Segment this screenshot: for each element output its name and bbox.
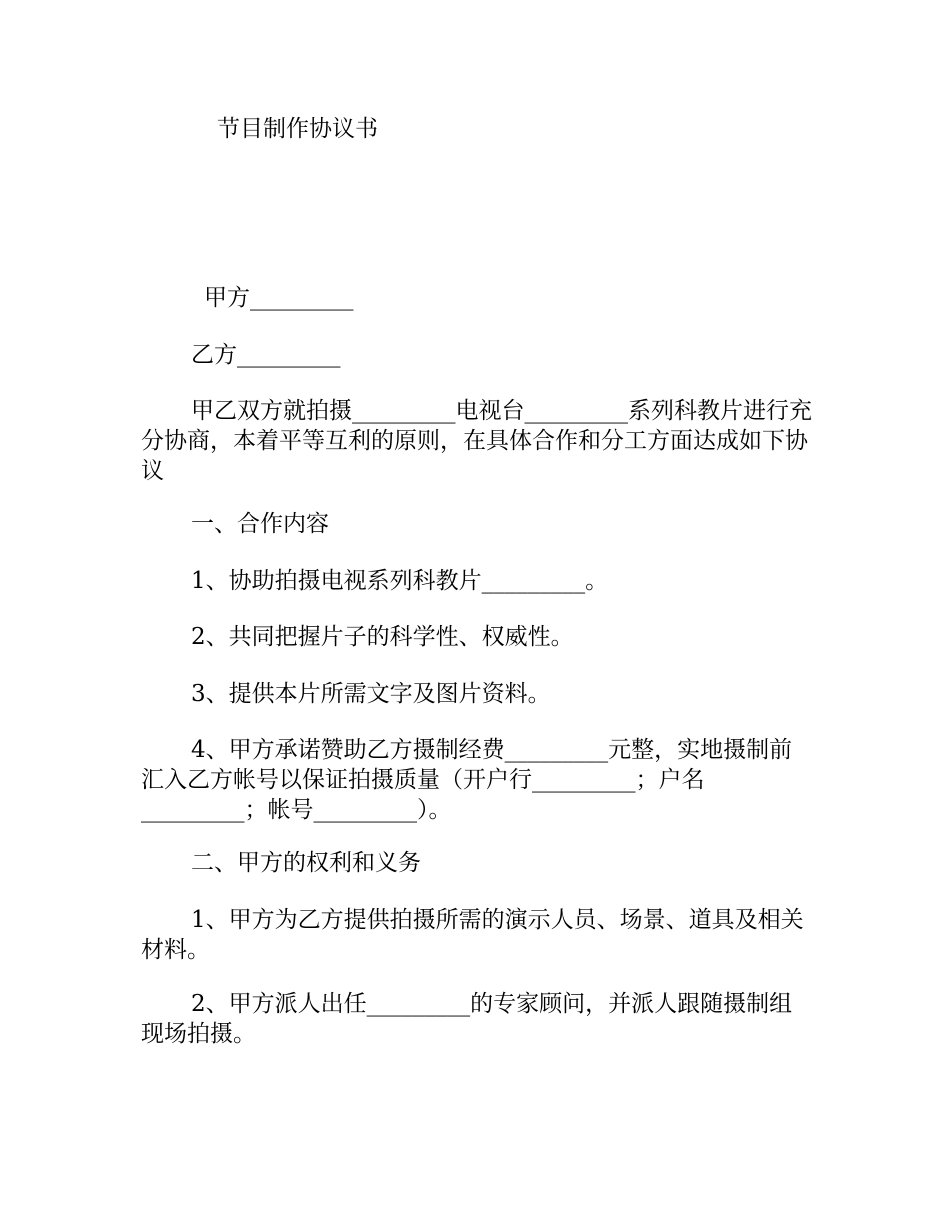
section-1-item-4: 4、甲方承诺赞助乙方摄制经费_________元整，实地摄制前汇入乙方帐号以保证拍摄质量（开户行_________；户名_________；帐号_________）。 xyxy=(141,737,793,823)
intro-paragraph: 甲乙双方就拍摄_________电视台_________系列科教片进行充分协商，本着平等互利的原则，在具体合作和分工方面达成如下协议 xyxy=(141,398,812,484)
section-2-item-2: 2、甲方派人出任_________的专家顾问，并派人跟随摄制组现场拍摄。 xyxy=(141,991,793,1047)
document-title: 节目制作协议书 xyxy=(217,116,378,142)
section-1-item-3: 3、提供本片所需文字及图片资料。 xyxy=(191,681,551,707)
section-2-item-1: 1、甲方为乙方提供拍摄所需的演示人员、场景、道具及相关材料。 xyxy=(141,907,804,963)
section-1-item-1: 1、协助拍摄电视系列科教片_________。 xyxy=(191,568,609,594)
section-2-heading: 二、甲方的权利和义务 xyxy=(191,850,421,876)
section-1-item-2: 2、共同把握片子的科学性、权威性。 xyxy=(191,624,574,650)
party-a-line: 甲方_________ xyxy=(204,285,354,311)
section-1-heading: 一、合作内容 xyxy=(191,511,329,537)
party-b-line: 乙方_________ xyxy=(191,342,341,368)
